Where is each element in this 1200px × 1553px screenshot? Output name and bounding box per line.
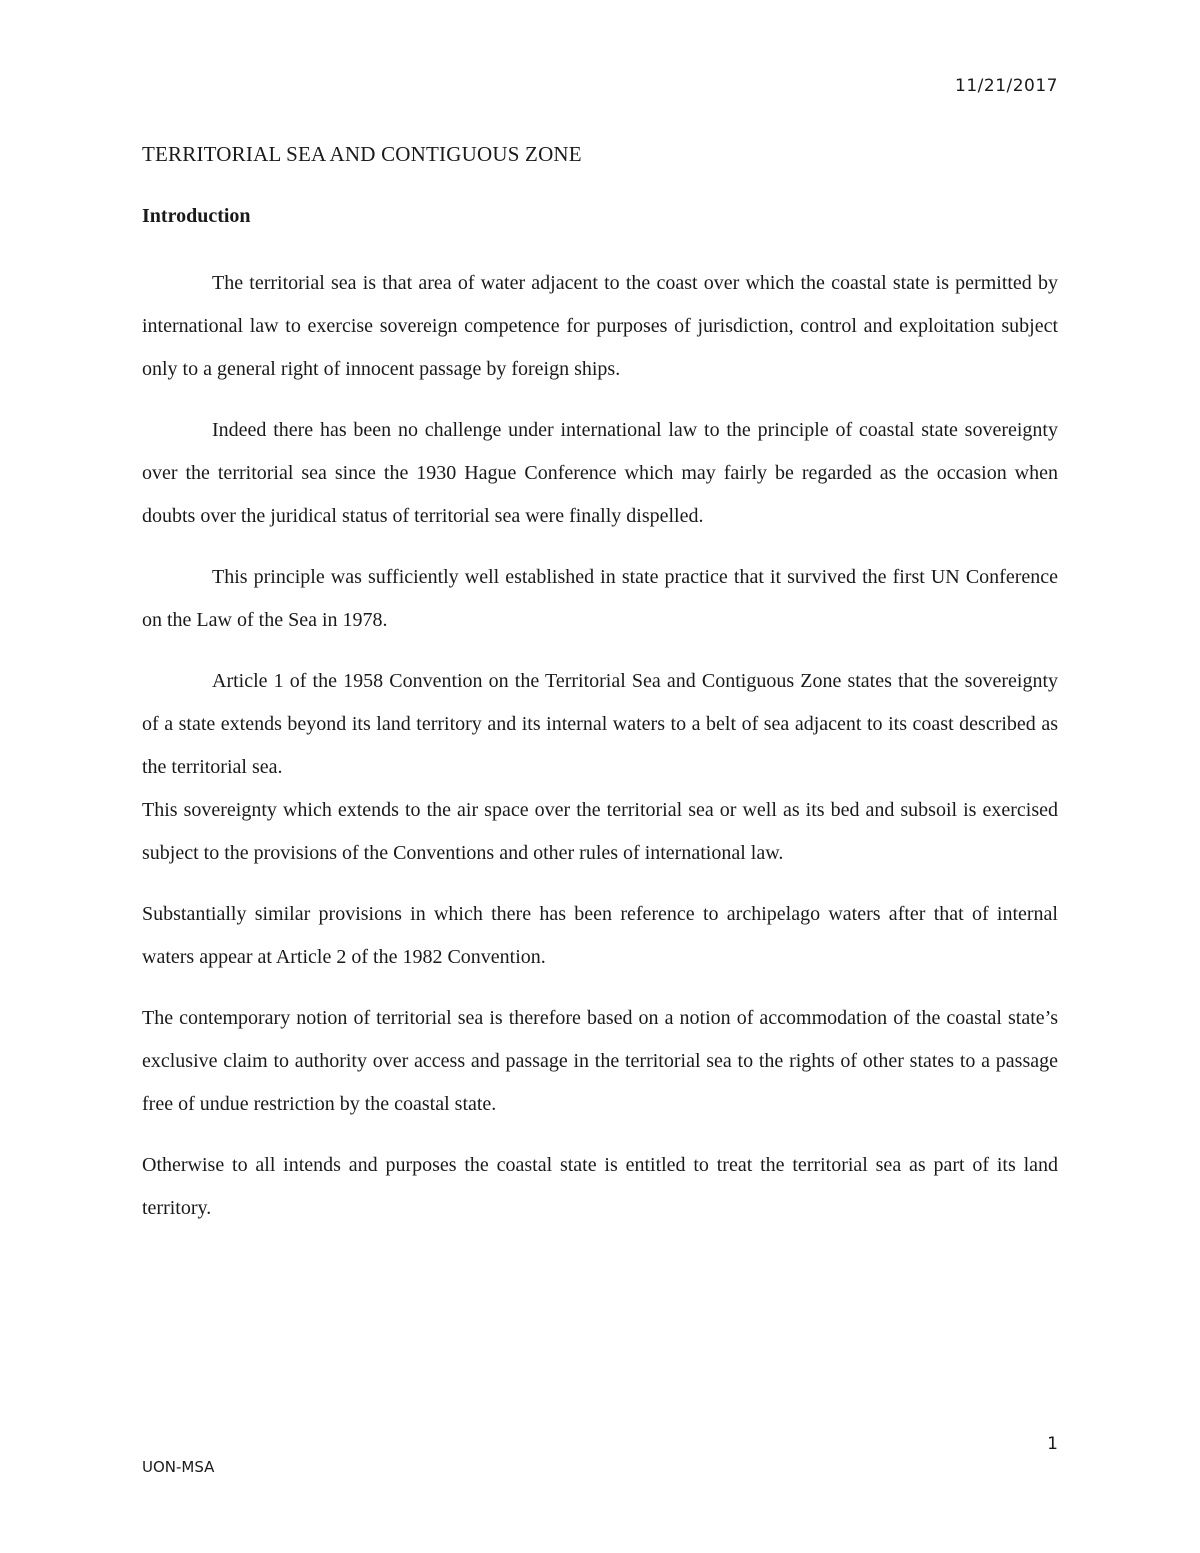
section-heading-introduction: Introduction bbox=[142, 205, 251, 227]
document-title: TERRITORIAL SEA AND CONTIGUOUS ZONE bbox=[142, 142, 582, 166]
paragraph-6: Substantially similar provisions in which there has been reference to archipelago waters after that of internal waters appear at Article 2 of the 1982 Convention. bbox=[142, 903, 1058, 968]
paragraph-5: This sovereignty which extends to the air space over the territorial sea or well as its bed and subsoil is exercised subject to the provisions of the Conventions and other rules of international law. bbox=[142, 799, 1058, 864]
document-body bbox=[142, 138, 1058, 1230]
page-number: 1 bbox=[1047, 1434, 1058, 1454]
paragraph-1: The territorial sea is that area of water adjacent to the coast over which the coastal state is permitted by international law to exercise sovereign competence for purposes of jurisdiction, control and exploitation subject only to a general right of innocent passage by foreign ships. bbox=[142, 272, 1058, 380]
paragraph-3: This principle was sufficiently well established in state practice that it survived the first UN Conference on the Law of the Sea in 1978. bbox=[142, 566, 1058, 631]
paragraph-7: The contemporary notion of territorial sea is therefore based on a notion of accommodation of the coastal state’s exclusive claim to authority over access and passage in the territorial sea to the rights of other states to a passage free of undue restriction by the coastal state. bbox=[142, 1007, 1058, 1115]
paragraph-4: Article 1 of the 1958 Convention on the Territorial Sea and Contiguous Zone states that the sovereignty of a state extends beyond its land territory and its internal waters to a belt of sea adjacent to its coast described as the territorial sea. bbox=[142, 670, 1058, 778]
paragraph-2: Indeed there has been no challenge under international law to the principle of coastal state sovereignty over the territorial sea since the 1930 Hague Conference which may fairly be regarded as the occasion when doubts over the juridical status of territorial sea were finally dispelled. bbox=[142, 419, 1058, 527]
header-date: 11/21/2017 bbox=[955, 76, 1058, 96]
footer-label: UON-MSA bbox=[142, 1458, 215, 1476]
paragraph-8: Otherwise to all intends and purposes the coastal state is entitled to treat the territorial sea as part of its land territory. bbox=[142, 1154, 1058, 1219]
